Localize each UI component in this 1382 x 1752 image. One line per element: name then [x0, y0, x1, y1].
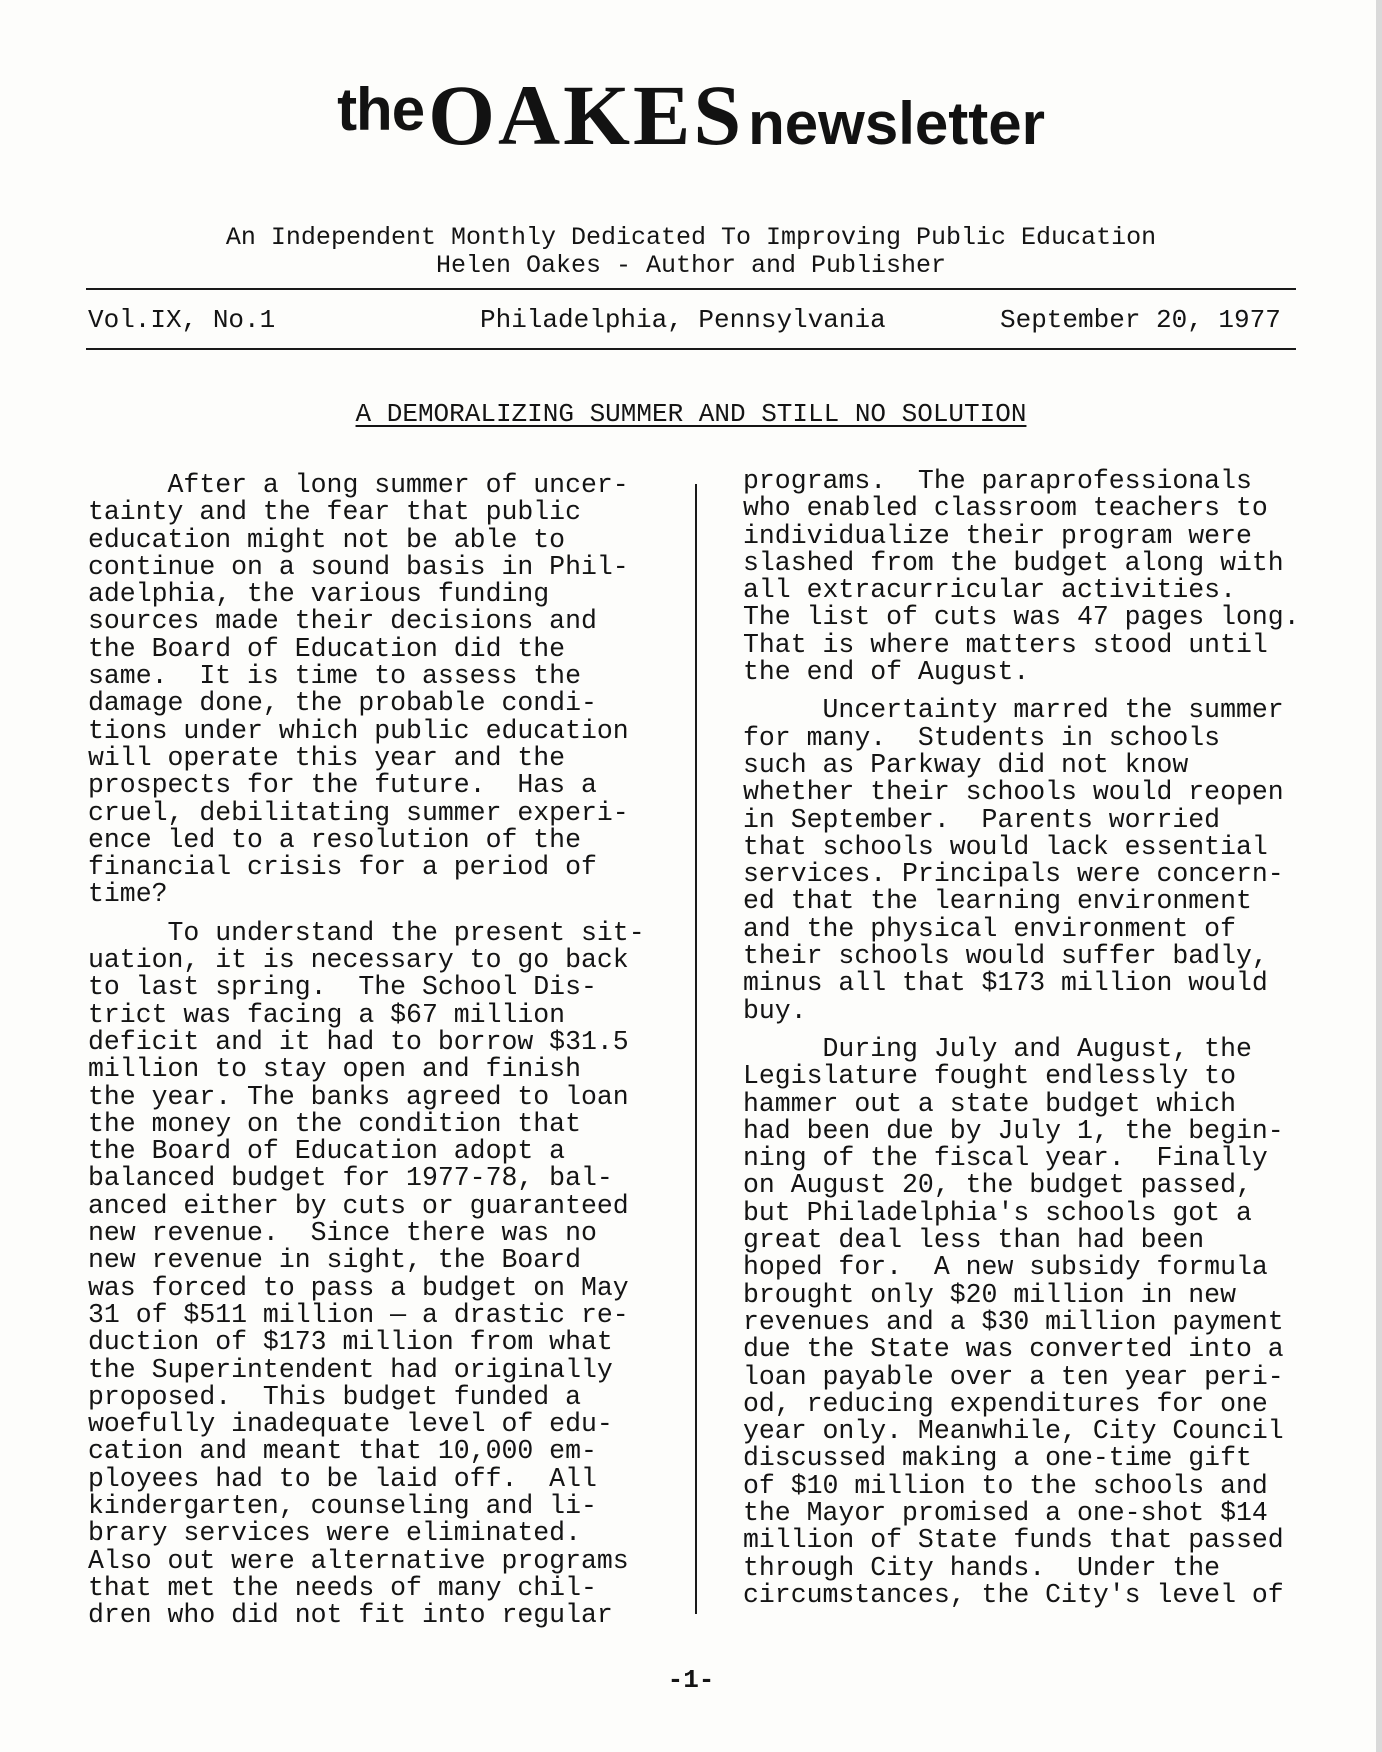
text-line: new revenue in sight, the Board — [88, 1245, 581, 1276]
text-line: the year. The banks agreed to loan — [88, 1081, 629, 1112]
text-line: same. It is time to assess the — [88, 661, 581, 692]
text-line: the Superintendent had originally — [88, 1354, 613, 1385]
column-divider — [695, 484, 697, 1614]
text-line: anced either by cuts or guaranteed — [88, 1190, 629, 1221]
text-line: to last spring. The School Dis- — [88, 972, 597, 1003]
text-line: all extracurricular activities. — [743, 575, 1236, 606]
text-line: ed that the learning environment — [743, 886, 1252, 917]
text-line: Also out were alternative programs — [88, 1545, 629, 1576]
subtitle-tagline: An Independent Monthly Dedicated To Improving Public Education — [225, 223, 1157, 252]
text-line: year only. Meanwhile, City Council — [743, 1416, 1284, 1447]
text-line: circumstances, the City's level of — [743, 1579, 1284, 1610]
text-line: woefully inadequate level of edu- — [88, 1409, 613, 1440]
text-line: but Philadelphia's schools got a — [743, 1197, 1252, 1228]
masthead-oakes: OAKES — [428, 67, 745, 163]
issue-volume: Vol.IX, No.1 — [88, 305, 276, 335]
text-line: trict was facing a $67 million — [88, 999, 566, 1030]
text-line: the Mayor promised a one-shot $14 — [743, 1497, 1268, 1528]
paragraph — [743, 1033, 1300, 1610]
text-line: damage done, the probable condi- — [88, 688, 597, 719]
text-line: revenues and a $30 million payment — [743, 1306, 1284, 1337]
text-line: duction of $173 million from what — [88, 1327, 613, 1358]
text-line: tainty and the fear that public — [88, 497, 581, 528]
text-line: Uncertainty marred the summer — [743, 695, 1284, 726]
masthead-newsletter: newsletter — [748, 90, 1045, 157]
text-line: programs. The paraprofessionals — [743, 466, 1252, 496]
page-number: -1- — [667, 1665, 715, 1695]
text-line: During July and August, the — [743, 1033, 1252, 1064]
text-line: in September. Parents worried — [743, 804, 1221, 835]
text-line: uation, it is necessary to go back — [88, 945, 629, 976]
text-line: for many. Students in schools — [743, 722, 1221, 753]
text-line: had been due by July 1, the begin- — [743, 1115, 1284, 1146]
text-line: their schools would suffer badly, — [743, 941, 1268, 972]
masthead-title — [0, 67, 1382, 163]
text-line: who enabled classroom teachers to — [743, 493, 1268, 524]
left-column — [88, 472, 645, 1629]
masthead-rule-bottom — [86, 348, 1296, 350]
text-line: brary services were eliminated. — [88, 1518, 581, 1549]
text-line: To understand the present sit- — [88, 917, 645, 948]
text-line: continue on a sound basis in Phil- — [88, 551, 629, 582]
paragraph — [88, 917, 645, 1631]
text-line: new revenue. Since there was no — [88, 1218, 597, 1249]
text-line: education might not be able to — [88, 524, 566, 555]
paragraph — [88, 472, 645, 909]
text-line: proposed. This budget funded a — [88, 1381, 581, 1412]
text-line: kindergarten, counseling and li- — [88, 1490, 597, 1521]
text-line: dren who did not fit into regular — [88, 1600, 613, 1631]
text-line: that schools would lack essential — [743, 831, 1268, 862]
text-line: great deal less than had been — [743, 1225, 1205, 1256]
text-line: The list of cuts was 47 pages long. — [743, 602, 1300, 633]
text-line: whether their schools would reopen — [743, 777, 1284, 808]
text-line: of $10 million to the schools and — [743, 1470, 1268, 1501]
text-line: ence led to a resolution of the — [88, 824, 581, 855]
text-line: sources made their decisions and — [88, 606, 597, 637]
text-line: the money on the condition that — [88, 1108, 581, 1139]
text-line: hoped for. A new subsidy formula — [743, 1252, 1268, 1283]
text-line: After a long summer of uncer- — [88, 470, 629, 500]
text-line: That is where matters stood until — [743, 629, 1268, 660]
text-line: financial crisis for a period of — [88, 852, 597, 883]
right-column — [743, 468, 1300, 1609]
text-line: adelphia, the various funding — [88, 579, 550, 610]
text-line: will operate this year and the — [88, 742, 566, 773]
text-line: services. Principals were concern- — [743, 859, 1284, 890]
article-headline — [0, 398, 1382, 430]
text-line: the end of August. — [743, 657, 1030, 688]
text-line: prospects for the future. Has a — [88, 770, 597, 801]
text-line: million to stay open and finish — [88, 1054, 581, 1085]
text-line: hammer out a state budget which — [743, 1088, 1236, 1119]
text-line: individualize their program were — [743, 520, 1252, 551]
text-line: slashed from the budget along with — [743, 547, 1284, 578]
masthead-the: the — [337, 76, 425, 143]
text-line: od, reducing expenditures for one — [743, 1388, 1268, 1419]
text-line: buy. — [743, 995, 807, 1026]
article-headline-text: A DEMORALIZING SUMMER AND STILL NO SOLUTION — [355, 399, 1027, 429]
text-line: balanced budget for 1977-78, bal- — [88, 1163, 613, 1194]
text-line: time? — [88, 879, 168, 910]
text-line: such as Parkway did not know — [743, 749, 1189, 780]
text-line: brought only $20 million in new — [743, 1279, 1236, 1310]
paragraph — [743, 468, 1300, 686]
subtitle-author: Helen Oakes - Author and Publisher — [435, 251, 947, 280]
text-line: on August 20, the budget passed, — [743, 1170, 1252, 1201]
text-line: cruel, debilitating summer experi- — [88, 797, 629, 828]
text-line: ployees had to be laid off. All — [88, 1463, 597, 1494]
text-line: tions under which public education — [88, 715, 629, 746]
text-line: million of State funds that passed — [743, 1525, 1284, 1556]
scan-edge — [1376, 0, 1382, 1752]
masthead-rule-top — [86, 288, 1296, 290]
issue-place: Philadelphia, Pennsylvania — [480, 305, 886, 335]
paragraph — [743, 697, 1300, 1025]
text-line: through City hands. Under the — [743, 1552, 1221, 1583]
text-line: due the State was converted into a — [743, 1334, 1284, 1365]
text-line: loan payable over a ten year peri- — [743, 1361, 1284, 1392]
text-line: discussed making a one-time gift — [743, 1443, 1252, 1474]
text-line: cation and meant that 10,000 em- — [88, 1436, 597, 1467]
text-line: ning of the fiscal year. Finally — [743, 1143, 1268, 1174]
text-line: that met the needs of many chil- — [88, 1572, 597, 1603]
text-line: the Board of Education did the — [88, 633, 566, 664]
text-line: the Board of Education adopt a — [88, 1136, 566, 1167]
text-line: deficit and it had to borrow $31.5 — [88, 1026, 629, 1057]
text-line: 31 of $511 million — a drastic re- — [88, 1299, 629, 1330]
issue-date: September 20, 1977 — [1000, 305, 1281, 335]
text-line: and the physical environment of — [743, 913, 1236, 944]
text-line: was forced to pass a budget on May — [88, 1272, 629, 1303]
text-line: minus all that $173 million would — [743, 968, 1268, 999]
text-line: Legislature fought endlessly to — [743, 1061, 1236, 1092]
